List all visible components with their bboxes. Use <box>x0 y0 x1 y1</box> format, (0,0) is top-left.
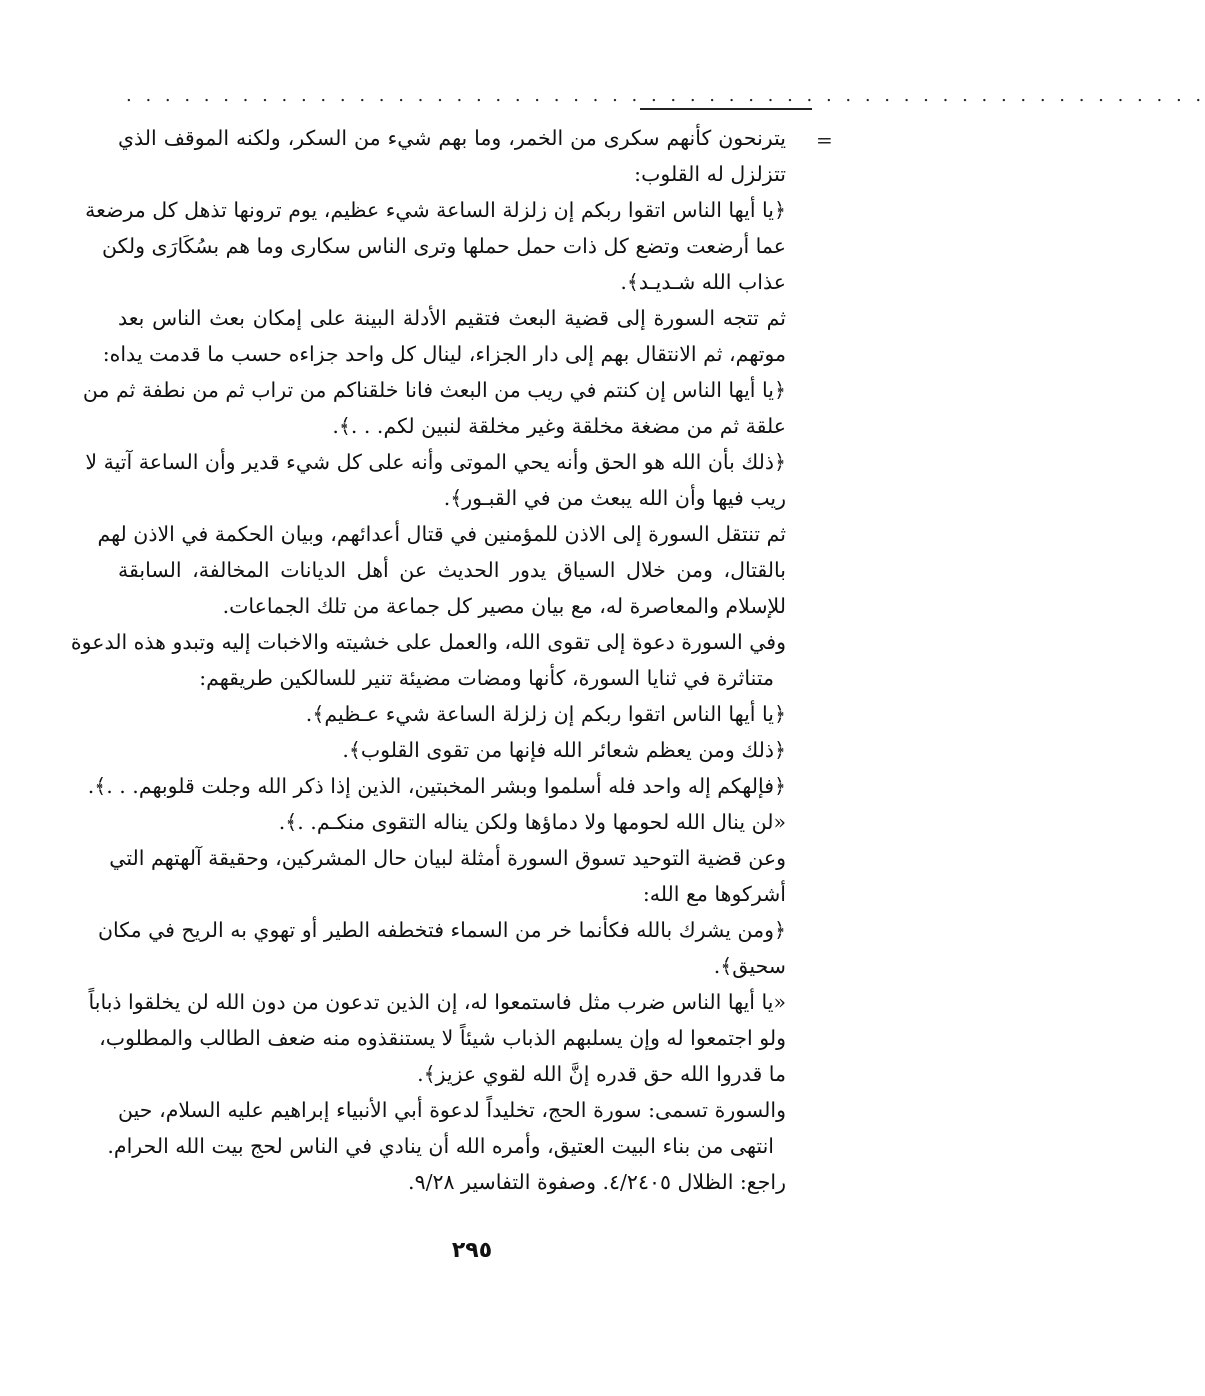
text-line: تتزلزل له القلوب: <box>634 162 786 186</box>
quran-quote-line: ما قدروا الله حق قدره إنَّ الله لقوي عزيز﴾. <box>417 1062 786 1086</box>
quran-quote-line: ﴿يا أيها الناس اتقوا ربكم إن زلزلة الساعة شيء عـظيم﴾. <box>305 702 786 726</box>
quran-quote-line: عما أرضعت وتضع كل ذات حمل حملها وترى الناس سكارى وما هم بسُكَارَى ولكن <box>101 234 786 258</box>
page-number: ٢٩٥ <box>451 1238 493 1263</box>
quran-quote-line: ﴿ذلك بأن الله هو الحق وأنه يحي الموتى وأنه على كل شيء قدير وأن الساعة آتية لا <box>85 450 786 474</box>
text-line: موتهم، ثم الانتقال بهم إلى دار الجزاء، لينال كل واحد جزاءه حسب ما قدمت يداه: <box>102 342 786 366</box>
quran-quote-line: سحيق﴾. <box>713 954 786 978</box>
quran-quote-line: ﴿فإلهكم إله واحد فله أسلموا وبشر المخبتين، الذين إذا ذكر الله وجلت قلوبهم. . .﴾. <box>87 774 786 798</box>
page-body <box>70 120 786 1200</box>
continuation-mark: = <box>816 128 833 152</box>
text-line: يترنحون كأنهم سكرى من الخمر، وما بهم شيء من السكر، ولكنه الموقف الذي <box>118 126 786 150</box>
text-line: والسورة تسمى: سورة الحج، تخليداً لدعوة أبي الأنبياء إبراهيم عليه السلام، حين <box>118 1098 786 1122</box>
text-line: للإسلام والمعاصرة له، مع بيان مصير كل جماعة من تلك الجماعات. <box>222 594 786 618</box>
text-line: وفي السورة دعوة إلى تقوى الله، والعمل على خشيته والاخبات إليه وتبدو هذه الدعوة <box>70 630 786 654</box>
text-line: ثم تتجه السورة إلى قضية البعث فتقيم الأدلة البينة على إمكان بعث الناس بعد <box>118 306 786 330</box>
quran-quote-line: ﴿يا أيها الناس إن كنتم في ريب من البعث فانا خلقناكم من تراب ثم من نطفة ثم من <box>82 378 786 402</box>
quran-quote-line: عذاب الله شـديـد﴾. <box>620 270 786 294</box>
quran-quote-line: ولو اجتمعوا له وإن يسلبهم الذباب شيئاً لا يستنقذوه منه ضعف الطالب والمطلوب، <box>99 1026 786 1050</box>
quran-quote-line: ﴿ذلك ومن يعظم شعائر الله فإنها من تقوى القلوب﴾. <box>342 738 786 762</box>
text-line: متناثرة في ثنايا السورة، كأنها ومضات مضيئة تنير للسالكين طريقهم: <box>199 666 774 690</box>
quran-quote-line: «يا أيها الناس ضرب مثل فاستمعوا له، إن الذين تدعون من دون الله لن يخلقوا ذباباً <box>88 990 786 1014</box>
quran-quote-line: علقة ثم من مضغة مخلقة وغير مخلقة لنبين لكم. . .﴾. <box>332 414 786 438</box>
text-line: انتهى من بناء البيت العتيق، وأمره الله أن ينادي في الناس لحج بيت الله الحرام. <box>107 1134 774 1158</box>
reference-line: راجع: الظلال ٤/٢٤٠٥. وصفوة التفاسير ٩/٢٨. <box>408 1170 786 1194</box>
quran-quote-line: ﴿ومن يشرك بالله فكأنما خر من السماء فتخطفه الطير أو تهوي به الريح في مكان <box>97 918 786 942</box>
text-line: بالقتال، ومن خلال السياق يدور الحديث عن أهل الديانات المخالفة، السابقة <box>118 558 786 582</box>
header-dotted-rule: . . . . . . . . . . . . . . . . . . . . . . . . . . . . . . . . . . . . . . . . . . . . . . . . . . . . . . . . <box>126 85 1205 106</box>
quran-quote-line: ﴿يا أيها الناس اتقوا ربكم إن زلزلة الساعة شيء عظيم، يوم ترونها تذهل كل مرضعة <box>85 198 786 222</box>
quran-quote-line: ريب فيها وأن الله يبعث من في القبـور﴾. <box>443 486 786 510</box>
text-line: أشركوها مع الله: <box>642 882 786 906</box>
header-rule <box>640 108 812 110</box>
text-line: وعن قضية التوحيد تسوق السورة أمثلة لبيان حال المشركين، وحقيقة آلهتهم التي <box>109 846 786 870</box>
quran-quote-line: «لن ينال الله لحومها ولا دماؤها ولكن يناله التقوى منكـم. .﴾. <box>278 810 786 834</box>
text-line: ثم تنتقل السورة إلى الاذن للمؤمنين في قتال أعدائهم، وبيان الحكمة في الاذن لهم <box>97 522 786 546</box>
